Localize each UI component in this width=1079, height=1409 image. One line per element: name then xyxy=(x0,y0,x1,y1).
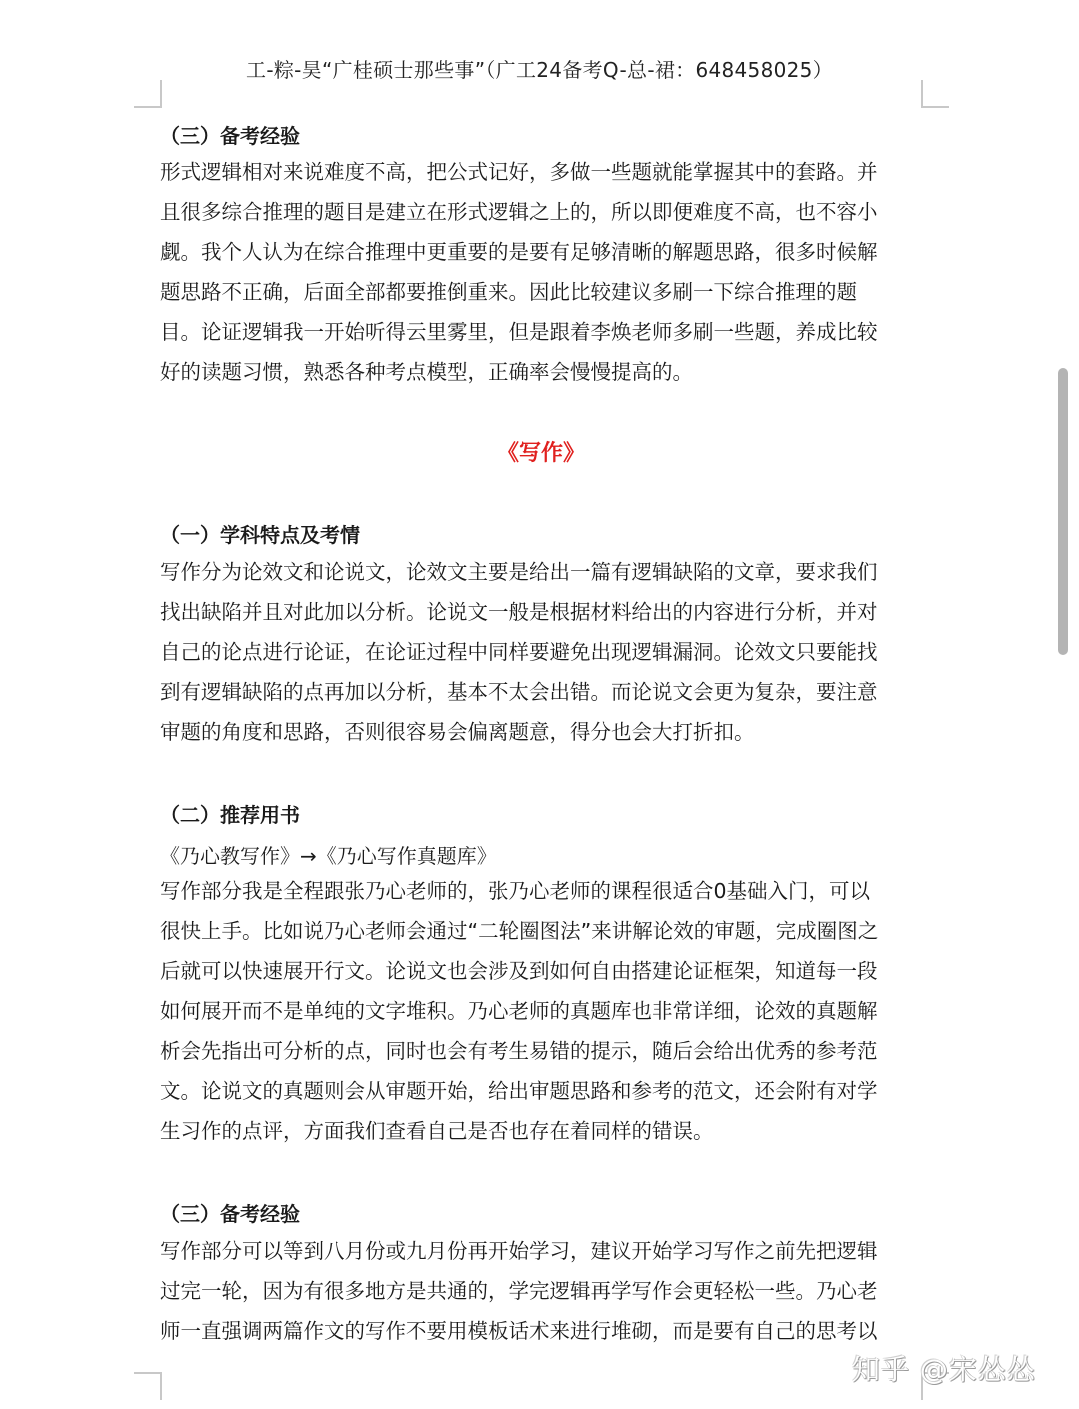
paragraph-line: 写作分为论效文和论说文，论效文主要是给出一篇有逻辑缺陷的文章，要求我们 xyxy=(160,560,878,584)
paragraph-line: 觑。我个人认为在综合推理中更重要的是要有足够清晰的解题思路，很多时候解 xyxy=(160,240,878,264)
paragraph-line: 找出缺陷并且对此加以分析。论说文一般是根据材料给出的内容进行分析，并对 xyxy=(160,600,878,624)
paragraph-line: 好的读题习惯，熟悉各种考点模型，正确率会慢慢提高的。 xyxy=(160,360,693,384)
paragraph-line: 写作部分我是全程跟张乃心老师的，张乃心老师的课程很适合0基础入门，可以 xyxy=(160,879,871,903)
paragraph-line: 写作部分可以等到八月份或九月份再开始学习，建议开始学习写作之前先把逻辑 xyxy=(160,1239,878,1263)
paragraph-line: 析会先指出可分析的点，同时也会有考生易错的提示，随后会给出优秀的参考范 xyxy=(160,1039,878,1063)
vertical-scrollbar-thumb[interactable] xyxy=(1058,368,1068,655)
paragraph-line: 很快上手。比如说乃心老师会通过“二轮圈图法”来讲解论效的审题，完成圈图之 xyxy=(160,919,879,943)
page-header: 工-粽-昊“广桂硕士那些事”（广工24备考Q-总-裙：648458025） xyxy=(246,58,833,82)
writing-section-title: 《写作》 xyxy=(496,441,585,466)
writing-prep-paragraph xyxy=(160,1231,922,1351)
paragraph-line: 过完一轮，因为有很多地方是共通的，学完逻辑再学写作会更轻松一些。乃心老 xyxy=(160,1279,878,1303)
writing-features-paragraph xyxy=(160,552,922,752)
paragraph-line: 生习作的点评，方面我们查看自己是否也存在着同样的错误。 xyxy=(160,1119,714,1143)
paragraph-line: 后就可以快速展开行文。论说文也会涉及到如何自由搭建论证框架，知道每一段 xyxy=(160,959,878,983)
page-corner-mark-top-left xyxy=(134,80,162,108)
paragraph-line: 审题的角度和思路，否则很容易会偏离题意，得分也会大打折扣。 xyxy=(160,720,755,744)
writing-prep-heading: （三）备考经验 xyxy=(160,1202,300,1226)
paragraph-line: 如何展开而不是单纯的文字堆积。乃心老师的真题库也非常详细，论效的真题解 xyxy=(160,999,878,1023)
paragraph-line: 自己的论点进行论证，在论证过程中同样要避免出现逻辑漏洞。论效文只要能找 xyxy=(160,640,878,664)
writing-books-paragraph xyxy=(160,871,922,1151)
page-corner-mark-bottom-left xyxy=(134,1372,162,1400)
paragraph-line: 师一直强调两篇作文的写作不要用模板话术来进行堆砌，而是要有自己的思考以 xyxy=(160,1319,878,1343)
zhihu-watermark: 知乎 @宋怂怂 xyxy=(852,1353,1036,1386)
paragraph-line: 题思路不正确，后面全部都要推倒重来。因此比较建议多刷一下综合推理的题 xyxy=(160,280,857,304)
logic-prep-heading: （三）备考经验 xyxy=(160,124,300,148)
paragraph-line: 目。论证逻辑我一开始听得云里雾里，但是跟着李焕老师多刷一些题，养成比较 xyxy=(160,320,878,344)
paragraph-line: 且很多综合推理的题目是建立在形式逻辑之上的，所以即便难度不高，也不容小 xyxy=(160,200,878,224)
logic-prep-paragraph xyxy=(160,152,922,392)
writing-books-heading: （二）推荐用书 xyxy=(160,803,300,827)
paragraph-line: 形式逻辑相对来说难度不高，把公式记好，多做一些题就能掌握其中的套路。并 xyxy=(160,160,878,184)
writing-features-heading: （一）学科特点及考情 xyxy=(160,523,360,547)
paragraph-line: 到有逻辑缺陷的点再加以分析，基本不太会出错。而论说文会更为复杂，要注意 xyxy=(160,680,878,704)
page-corner-mark-top-right xyxy=(921,80,949,108)
paragraph-line: 文。论说文的真题则会从审题开始，给出审题思路和参考的范文，还会附有对学 xyxy=(160,1079,878,1103)
writing-book-list: 《乃心教写作》→《乃心写作真题库》 xyxy=(160,844,497,868)
